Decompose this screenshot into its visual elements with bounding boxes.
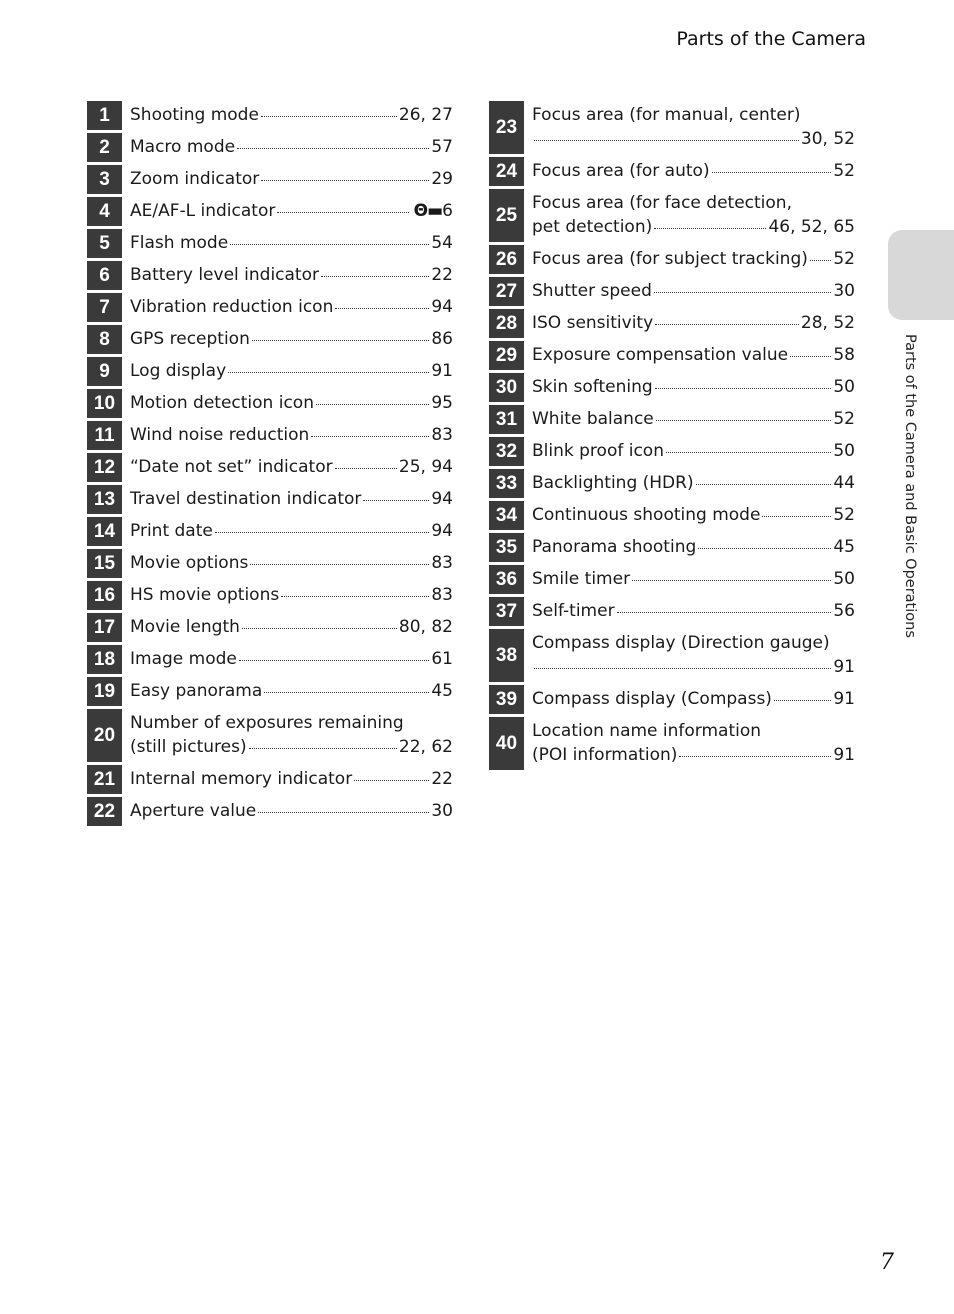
legend-label: Focus area (for auto) bbox=[532, 161, 710, 181]
legend-entry bbox=[122, 547, 453, 579]
legend-page-ref: 6 bbox=[442, 201, 453, 221]
legend-entry bbox=[524, 531, 855, 563]
legend-entry bbox=[524, 563, 855, 595]
left-legend-column bbox=[87, 99, 453, 827]
legend-page-ref: 25, 94 bbox=[398, 457, 453, 477]
legend-number-badge: 22 bbox=[87, 797, 122, 826]
legend-entry bbox=[524, 371, 855, 403]
legend-label: AE/AF-L indicator bbox=[130, 201, 276, 221]
legend-page-ref: 22 bbox=[431, 769, 453, 789]
legend-number-badge: 2 bbox=[87, 133, 122, 162]
legend-label: Self-timer bbox=[532, 601, 615, 621]
legend-page-ref: 91 bbox=[833, 689, 855, 709]
legend-page-ref: 91 bbox=[833, 745, 855, 765]
dot-leader bbox=[252, 340, 430, 341]
legend-label-line1: Focus area (for manual, center) bbox=[532, 105, 801, 125]
legend-page-ref: 94 bbox=[431, 489, 453, 509]
legend-page-ref: 57 bbox=[431, 137, 453, 157]
legend-entry bbox=[122, 419, 453, 451]
legend-row bbox=[87, 763, 453, 795]
legend-number-badge: 8 bbox=[87, 325, 122, 354]
legend-row bbox=[87, 355, 453, 387]
legend-page-ref: 50 bbox=[833, 377, 855, 397]
legend-number-badge: 32 bbox=[489, 437, 524, 466]
dot-leader bbox=[316, 404, 429, 405]
legend-entry bbox=[524, 499, 855, 531]
section-tab-label: Parts of the Camera and Basic Operations bbox=[902, 334, 918, 638]
legend-row bbox=[489, 307, 855, 339]
legend-number-badge: 12 bbox=[87, 453, 122, 482]
dot-leader bbox=[810, 260, 831, 261]
legend-row bbox=[489, 243, 855, 275]
legend-page-ref: 30, 52 bbox=[800, 129, 855, 149]
legend-row bbox=[87, 579, 453, 611]
dot-leader bbox=[261, 116, 397, 117]
legend-row bbox=[489, 715, 855, 771]
legend-label: Movie options bbox=[130, 553, 249, 573]
legend-row bbox=[489, 155, 855, 187]
legend-entry bbox=[122, 483, 453, 515]
legend-page-ref: 52 bbox=[833, 161, 855, 181]
legend-label: Blink proof icon bbox=[532, 441, 664, 461]
legend-row bbox=[87, 611, 453, 643]
legend-row bbox=[489, 467, 855, 499]
dot-leader bbox=[321, 276, 429, 277]
legend-label: Exposure compensation value bbox=[532, 345, 789, 365]
page-header-title: Parts of the Camera bbox=[676, 28, 866, 50]
legend-entry bbox=[524, 683, 855, 715]
legend-page-ref: 22 bbox=[431, 265, 453, 285]
dot-leader bbox=[281, 596, 429, 597]
legend-row bbox=[489, 683, 855, 715]
legend-entry bbox=[122, 99, 453, 131]
legend-row bbox=[87, 515, 453, 547]
legend-number-badge: 27 bbox=[489, 277, 524, 306]
legend-row bbox=[87, 195, 453, 227]
legend-entry bbox=[524, 275, 855, 307]
dot-leader bbox=[239, 660, 430, 661]
legend-number-badge: 4 bbox=[87, 197, 122, 226]
legend-label: Battery level indicator bbox=[130, 265, 319, 285]
legend-number-badge: 34 bbox=[489, 501, 524, 530]
legend-page-ref: 52 bbox=[833, 505, 855, 525]
legend-row bbox=[489, 339, 855, 371]
legend-entry bbox=[524, 339, 855, 371]
legend-row bbox=[489, 275, 855, 307]
legend-entry bbox=[122, 259, 453, 291]
legend-row bbox=[489, 531, 855, 563]
legend-label: Travel destination indicator bbox=[130, 489, 362, 509]
legend-page-ref: 94 bbox=[431, 297, 453, 317]
legend-entry bbox=[122, 195, 453, 227]
legend-label: (POI information) bbox=[532, 745, 678, 765]
legend-row bbox=[87, 707, 453, 763]
legend-label: Macro mode bbox=[130, 137, 236, 157]
legend-row bbox=[87, 99, 453, 131]
dot-leader bbox=[277, 212, 409, 213]
legend-row bbox=[87, 291, 453, 323]
dot-leader bbox=[228, 372, 429, 373]
dot-leader bbox=[774, 700, 831, 701]
dot-leader bbox=[632, 580, 831, 581]
legend-row bbox=[489, 435, 855, 467]
legend-number-badge: 10 bbox=[87, 389, 122, 418]
legend-row bbox=[87, 387, 453, 419]
dot-leader bbox=[666, 452, 831, 453]
dot-leader bbox=[762, 516, 831, 517]
legend-page-ref: 91 bbox=[431, 361, 453, 381]
legend-entry bbox=[524, 243, 855, 275]
legend-entry bbox=[122, 643, 453, 675]
legend-entry bbox=[524, 99, 855, 155]
legend-number-badge: 40 bbox=[489, 717, 524, 770]
legend-page-ref: 22, 62 bbox=[398, 737, 453, 757]
legend-number-badge: 14 bbox=[87, 517, 122, 546]
legend-label-line1: Location name information bbox=[532, 721, 762, 741]
legend-page-ref: 58 bbox=[833, 345, 855, 365]
legend-entry bbox=[122, 579, 453, 611]
legend-entry bbox=[122, 387, 453, 419]
dot-leader bbox=[790, 356, 831, 357]
legend-label: Motion detection icon bbox=[130, 393, 314, 413]
legend-number-badge: 7 bbox=[87, 293, 122, 322]
legend-number-badge: 9 bbox=[87, 357, 122, 386]
legend-number-badge: 26 bbox=[489, 245, 524, 274]
legend-row bbox=[489, 371, 855, 403]
legend-number-badge: 33 bbox=[489, 469, 524, 498]
legend-label: Flash mode bbox=[130, 233, 229, 253]
dot-leader bbox=[250, 564, 429, 565]
legend-label-line1: Number of exposures remaining bbox=[130, 713, 404, 733]
legend-page-ref: 50 bbox=[833, 569, 855, 589]
legend-row bbox=[87, 227, 453, 259]
legend-label: GPS reception bbox=[130, 329, 250, 349]
legend-page-ref: 29 bbox=[431, 169, 453, 189]
legend-page-ref: 80, 82 bbox=[398, 617, 453, 637]
legend-row bbox=[489, 563, 855, 595]
dot-leader bbox=[258, 812, 429, 813]
legend-number-badge: 6 bbox=[87, 261, 122, 290]
legend-label: Focus area (for subject tracking) bbox=[532, 249, 808, 269]
legend-entry bbox=[524, 595, 855, 627]
legend-entry bbox=[524, 467, 855, 499]
section-tab bbox=[888, 230, 954, 320]
legend-row bbox=[87, 547, 453, 579]
legend-page-ref: 30 bbox=[833, 281, 855, 301]
legend-entry bbox=[122, 131, 453, 163]
reference-section-icon: Θ▬ bbox=[411, 201, 443, 221]
legend-label: Panorama shooting bbox=[532, 537, 697, 557]
legend-number-badge: 39 bbox=[489, 685, 524, 714]
legend-label-line1: Focus area (for face detection, bbox=[532, 193, 792, 213]
legend-page-ref: 91 bbox=[833, 657, 855, 677]
legend-label: Image mode bbox=[130, 649, 237, 669]
legend-number-badge: 21 bbox=[87, 765, 122, 794]
legend-number-badge: 24 bbox=[489, 157, 524, 186]
legend-row bbox=[87, 259, 453, 291]
legend-page-ref: 54 bbox=[431, 233, 453, 253]
legend-label: “Date not set” indicator bbox=[130, 457, 333, 477]
legend-page-ref: 45 bbox=[833, 537, 855, 557]
dot-leader bbox=[698, 548, 831, 549]
legend-label: Log display bbox=[130, 361, 227, 381]
legend-page-ref: 52 bbox=[833, 249, 855, 269]
legend-label: Compass display (Compass) bbox=[532, 689, 772, 709]
legend-number-badge: 20 bbox=[87, 709, 122, 762]
legend-entry bbox=[524, 403, 855, 435]
legend-page-ref: 61 bbox=[431, 649, 453, 669]
legend-label: Movie length bbox=[130, 617, 240, 637]
legend-entry bbox=[524, 435, 855, 467]
legend-label: Aperture value bbox=[130, 801, 257, 821]
legend-number-badge: 25 bbox=[489, 189, 524, 242]
legend-entry bbox=[122, 451, 453, 483]
legend-row bbox=[87, 483, 453, 515]
legend-label: pet detection) bbox=[532, 217, 653, 237]
legend-label: Easy panorama bbox=[130, 681, 263, 701]
dot-leader bbox=[311, 436, 429, 437]
legend-page-ref: 83 bbox=[431, 425, 453, 445]
legend-entry bbox=[122, 795, 453, 827]
legend-entry bbox=[524, 307, 855, 339]
legend-page-ref: 95 bbox=[431, 393, 453, 413]
legend-number-badge: 30 bbox=[489, 373, 524, 402]
legend-page-ref: 30 bbox=[431, 801, 453, 821]
legend-page-ref: 94 bbox=[431, 521, 453, 541]
dot-leader bbox=[264, 692, 429, 693]
legend-row bbox=[87, 323, 453, 355]
legend-entry bbox=[122, 291, 453, 323]
legend-label: Zoom indicator bbox=[130, 169, 260, 189]
legend-label-line1: Compass display (Direction gauge) bbox=[532, 633, 830, 653]
legend-label: Continuous shooting mode bbox=[532, 505, 761, 525]
legend-entry bbox=[122, 611, 453, 643]
legend-row bbox=[489, 99, 855, 155]
legend-number-badge: 16 bbox=[87, 581, 122, 610]
legend-label: Vibration reduction icon bbox=[130, 297, 334, 317]
legend-number-badge: 3 bbox=[87, 165, 122, 194]
dot-leader bbox=[534, 668, 831, 669]
legend-page-ref: 28, 52 bbox=[800, 313, 855, 333]
legend-page-ref: 56 bbox=[833, 601, 855, 621]
dot-leader bbox=[237, 148, 429, 149]
dot-leader bbox=[230, 244, 429, 245]
legend-label: Internal memory indicator bbox=[130, 769, 353, 789]
legend-entry bbox=[524, 155, 855, 187]
dot-leader bbox=[335, 308, 429, 309]
legend-entry bbox=[122, 323, 453, 355]
legend-row bbox=[489, 187, 855, 243]
legend-page-ref: 26, 27 bbox=[398, 105, 453, 125]
legend-entry bbox=[122, 675, 453, 707]
legend-row bbox=[87, 643, 453, 675]
legend-row bbox=[489, 403, 855, 435]
legend-label: Wind noise reduction bbox=[130, 425, 310, 445]
legend-number-badge: 19 bbox=[87, 677, 122, 706]
legend-label: ISO sensitivity bbox=[532, 313, 654, 333]
dot-leader bbox=[656, 420, 832, 421]
legend-page-ref: 50 bbox=[833, 441, 855, 461]
legend-label: Shooting mode bbox=[130, 105, 259, 125]
right-legend-column bbox=[489, 99, 855, 771]
legend-label: Shutter speed bbox=[532, 281, 652, 301]
legend-number-badge: 35 bbox=[489, 533, 524, 562]
legend-entry bbox=[524, 187, 855, 243]
legend-number-badge: 17 bbox=[87, 613, 122, 642]
dot-leader bbox=[654, 292, 831, 293]
legend-number-badge: 23 bbox=[489, 101, 524, 154]
legend-entry bbox=[122, 163, 453, 195]
dot-leader bbox=[654, 228, 766, 229]
legend-number-badge: 15 bbox=[87, 549, 122, 578]
legend-number-badge: 11 bbox=[87, 421, 122, 450]
legend-entry bbox=[122, 763, 453, 795]
legend-page-ref: 52 bbox=[833, 409, 855, 429]
dot-leader bbox=[712, 172, 832, 173]
legend-page-ref: 45 bbox=[431, 681, 453, 701]
page-number: 7 bbox=[880, 1250, 894, 1275]
dot-leader bbox=[696, 484, 832, 485]
legend-row bbox=[87, 451, 453, 483]
legend-row bbox=[87, 419, 453, 451]
dot-leader bbox=[242, 628, 397, 629]
legend-row bbox=[489, 627, 855, 683]
legend-number-badge: 1 bbox=[87, 101, 122, 130]
legend-row bbox=[489, 595, 855, 627]
legend-row bbox=[489, 499, 855, 531]
dot-leader bbox=[655, 388, 832, 389]
legend-entry bbox=[122, 227, 453, 259]
legend-number-badge: 18 bbox=[87, 645, 122, 674]
legend-page-ref: 86 bbox=[431, 329, 453, 349]
dot-leader bbox=[534, 140, 799, 141]
dot-leader bbox=[215, 532, 430, 533]
legend-entry bbox=[122, 515, 453, 547]
legend-number-badge: 36 bbox=[489, 565, 524, 594]
legend-entry bbox=[524, 715, 855, 771]
legend-label: White balance bbox=[532, 409, 654, 429]
legend-row bbox=[87, 675, 453, 707]
legend-row bbox=[87, 163, 453, 195]
legend-number-badge: 13 bbox=[87, 485, 122, 514]
legend-page-ref: 83 bbox=[431, 585, 453, 605]
legend-label: Smile timer bbox=[532, 569, 631, 589]
dot-leader bbox=[249, 748, 397, 749]
legend-label: Print date bbox=[130, 521, 213, 541]
legend-page-ref: 83 bbox=[431, 553, 453, 573]
legend-entry bbox=[122, 707, 453, 763]
legend-entry bbox=[122, 355, 453, 387]
dot-leader bbox=[363, 500, 429, 501]
dot-leader bbox=[679, 756, 831, 757]
legend-number-badge: 31 bbox=[489, 405, 524, 434]
dot-leader bbox=[261, 180, 429, 181]
dot-leader bbox=[354, 780, 429, 781]
legend-number-badge: 38 bbox=[489, 629, 524, 682]
legend-row bbox=[87, 131, 453, 163]
legend-page-ref: 44 bbox=[833, 473, 855, 493]
legend-label: Skin softening bbox=[532, 377, 653, 397]
legend-number-badge: 29 bbox=[489, 341, 524, 370]
dot-leader bbox=[655, 324, 799, 325]
legend-label: (still pictures) bbox=[130, 737, 247, 757]
legend-number-badge: 37 bbox=[489, 597, 524, 626]
legend-number-badge: 5 bbox=[87, 229, 122, 258]
legend-number-badge: 28 bbox=[489, 309, 524, 338]
dot-leader bbox=[617, 612, 832, 613]
legend-row bbox=[87, 795, 453, 827]
legend-label: HS movie options bbox=[130, 585, 280, 605]
legend-page-ref: 46, 52, 65 bbox=[768, 217, 855, 237]
dot-leader bbox=[335, 468, 397, 469]
legend-entry bbox=[524, 627, 855, 683]
legend-label: Backlighting (HDR) bbox=[532, 473, 694, 493]
